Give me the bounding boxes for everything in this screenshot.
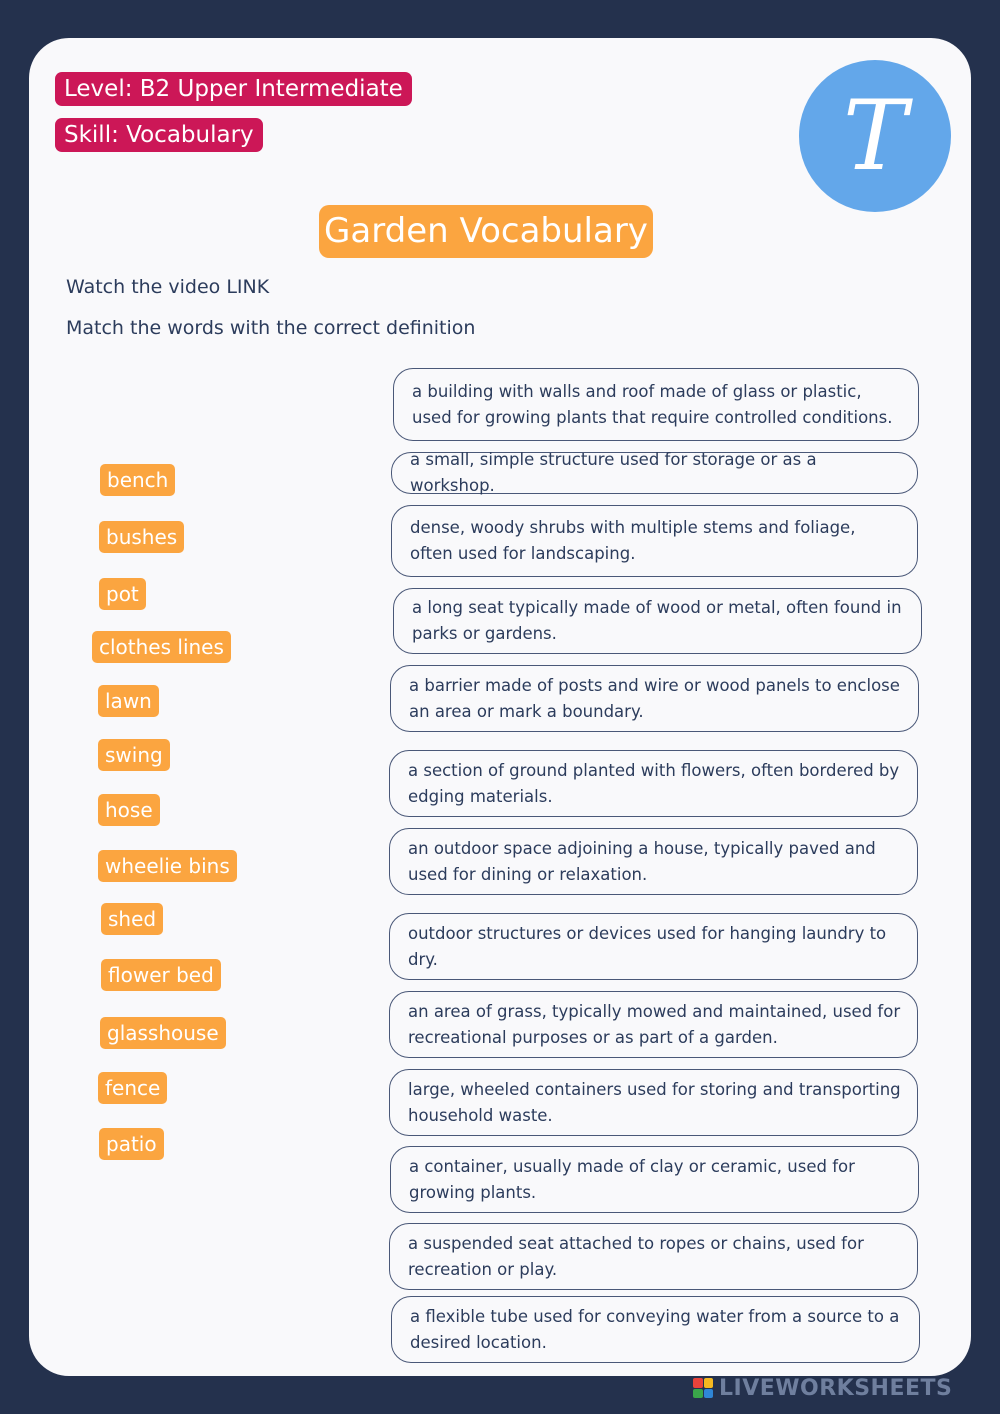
skill-tag: Skill: Vocabulary	[55, 118, 263, 152]
definition-text: dense, woody shrubs with multiple stems and foliage, often used for landscaping.	[410, 518, 856, 563]
definition-drop-box[interactable]	[390, 665, 919, 732]
definition-drop-box[interactable]	[393, 588, 922, 654]
level-tag: Level: B2 Upper Intermediate	[55, 72, 412, 106]
word-chip[interactable]: swing	[98, 739, 170, 771]
word-chip[interactable]: bushes	[99, 521, 184, 553]
logo-badge	[799, 60, 951, 212]
definition-text: large, wheeled containers used for storing and transporting household waste.	[408, 1079, 901, 1125]
definition-drop-box[interactable]	[389, 991, 918, 1058]
word-chip[interactable]: lawn	[98, 685, 159, 717]
definition-drop-box[interactable]	[391, 452, 918, 494]
word-chip[interactable]: wheelie bins	[98, 850, 237, 882]
page-title: Garden Vocabulary	[319, 205, 653, 258]
word-chip[interactable]: glasshouse	[100, 1017, 226, 1049]
word-chip[interactable]: shed	[101, 903, 163, 935]
word-chip[interactable]: clothes lines	[92, 631, 231, 663]
logo-letter: T	[842, 80, 908, 192]
definition-text: a flexible tube used for conveying water from a source to a desired location.	[410, 1306, 900, 1352]
definition-drop-box[interactable]	[393, 368, 919, 441]
instruction-match: Match the words with the correct definition	[66, 317, 476, 339]
liveworksheets-logo-icon	[693, 1378, 713, 1398]
instruction-video: Watch the video LINK	[66, 276, 270, 298]
definition-text: a small, simple structure used for storage or as a workshop.	[410, 450, 817, 495]
definition-text: a container, usually made of clay or ceramic, used for growing plants.	[409, 1156, 855, 1202]
word-chip[interactable]: bench	[100, 464, 175, 496]
definition-drop-box[interactable]	[389, 828, 918, 895]
definition-text: outdoor structures or devices used for hanging laundry to dry.	[408, 923, 887, 969]
word-chip[interactable]: hose	[98, 794, 160, 826]
definition-drop-box[interactable]	[389, 1069, 918, 1136]
definition-drop-box[interactable]	[391, 1296, 920, 1363]
word-chip[interactable]: patio	[99, 1128, 164, 1160]
definition-drop-box[interactable]	[390, 1146, 919, 1213]
definition-drop-box[interactable]	[389, 913, 918, 980]
definition-drop-box[interactable]	[389, 750, 918, 817]
definition-text: an area of grass, typically mowed and maintained, used for recreational purposes or as part of a garden.	[408, 1001, 901, 1047]
definition-drop-box[interactable]	[389, 1223, 918, 1290]
liveworksheets-watermark	[693, 1377, 952, 1399]
word-chip[interactable]: flower bed	[101, 959, 221, 991]
definition-text: a section of ground planted with flowers, often bordered by edging materials.	[408, 760, 900, 806]
word-chip[interactable]: pot	[99, 578, 146, 610]
watermark-text: LIVEWORKSHEETS	[719, 1375, 953, 1401]
definition-drop-box[interactable]	[391, 505, 918, 577]
definition-text: a barrier made of posts and wire or wood panels to enclose an area or mark a boundary.	[409, 675, 900, 721]
definition-text: a building with walls and roof made of glass or plastic, used for growing plants that require controlled conditions.	[412, 381, 893, 427]
definition-text: a long seat typically made of wood or metal, often found in parks or gardens.	[412, 598, 902, 643]
definition-text: a suspended seat attached to ropes or chains, used for recreation or play.	[408, 1233, 864, 1279]
word-chip[interactable]: fence	[98, 1072, 167, 1104]
definition-text: an outdoor space adjoining a house, typically paved and used for dining or relaxation.	[408, 838, 876, 884]
